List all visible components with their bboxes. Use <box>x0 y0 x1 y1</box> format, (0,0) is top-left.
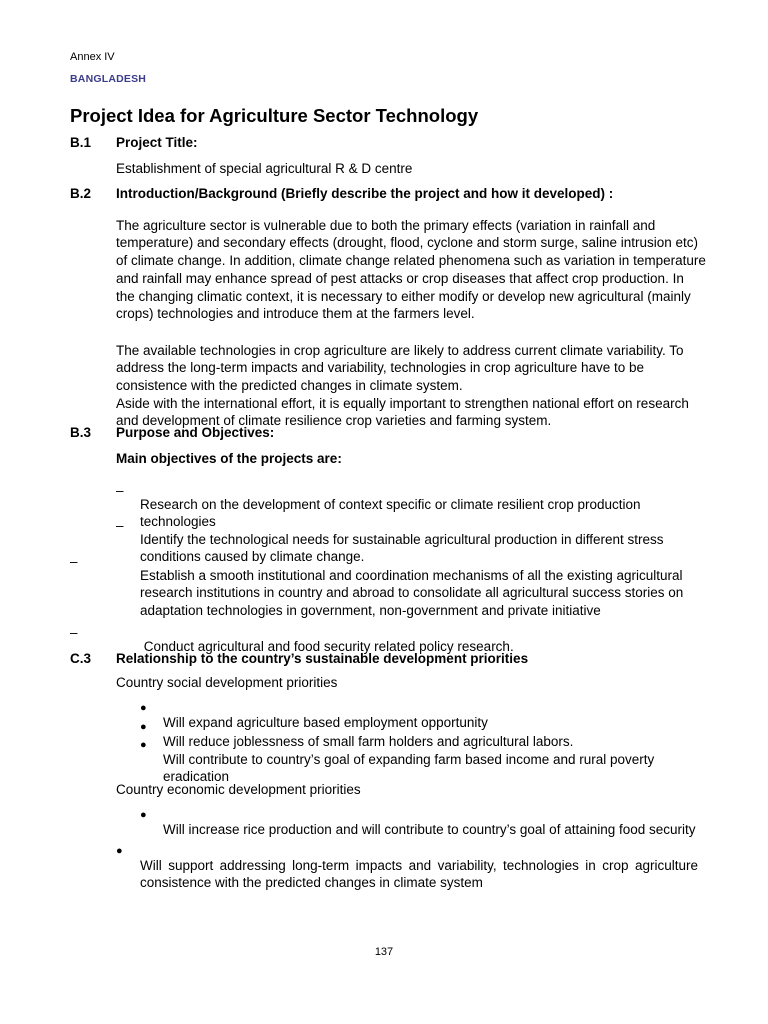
paragraph: The agriculture sector is vulnerable due to both the primary effects (variation in rainfall and temperature) and secondary effects (drought, flood, cyclone and storm surge, saline intrusion etc) of climate change. In addition, climate change related phenomena such as variation in temperature and rainfall may enhance spread of pest attacks or crop diseases that affect crop production. In the changing climatic context, it is necessary to either modify or develop new agricultural (mainly crops) technologies and introduce them at the farmers level. <box>116 217 706 322</box>
section-heading: Relationship to the country’s sustainable development priorities <box>116 651 529 666</box>
section-heading: Introduction/Background (Briefly describe the project and how it developed) : <box>116 186 614 201</box>
paragraph: Aside with the international effort, it is equally important to strengthen national effort on research and development of climate resilience crop varieties and farming system. <box>116 395 689 429</box>
dash-marker: – <box>116 483 124 498</box>
section-heading: Project Title: <box>116 135 198 150</box>
bullet-marker: ● <box>116 845 123 857</box>
bullet-text: Will increase rice production and will contribute to country’s goal of attaining food security <box>163 821 696 837</box>
list-item-text: Conduct agricultural and food security related policy research. <box>140 638 514 654</box>
page-title: Project Idea for Agriculture Sector Technology <box>70 105 479 126</box>
economic-priorities-label: Country economic development priorities <box>116 782 361 797</box>
section-subheading: Main objectives of the projects are: <box>116 451 342 466</box>
bullet-marker: ● <box>140 739 147 751</box>
bullet-marker: ● <box>140 702 147 714</box>
list-item-text: Identify the technological needs for sustainable agricultural production in different stress conditions caused by climate change. <box>140 531 664 565</box>
dash-marker: – <box>70 625 78 640</box>
project-title-text: Establishment of special agricultural R & D centre <box>116 161 413 176</box>
dash-marker: – <box>70 554 78 569</box>
list-item-text: Research on the development of context specific or climate resilient crop production technologies <box>140 496 641 530</box>
annex-label: Annex IV <box>70 51 115 63</box>
bullet-text: Will contribute to country’s goal of expanding farm based income and rural poverty eradication <box>163 751 655 785</box>
section-code: B.3 <box>70 425 92 440</box>
paragraph: The available technologies in crop agriculture are likely to address current climate variability. To address the long-term impacts and variability, technologies in crop agriculture have to be consistence with the predicted changes in climate system. <box>116 342 684 394</box>
bullet-text: Will expand agriculture based employment opportunity <box>163 714 488 730</box>
bullet-text: Will support addressing long-term impacts and variability, technologies in crop agriculture consistence with the predicted changes in climate system <box>140 857 698 891</box>
bullet-marker: ● <box>140 721 147 733</box>
dash-marker: – <box>116 518 124 533</box>
country-label: BANGLADESH <box>70 73 147 85</box>
bullet-text: Will reduce joblessness of small farm holders and agricultural labors. <box>163 733 574 749</box>
bullet-marker: ● <box>140 809 147 821</box>
social-priorities-label: Country social development priorities <box>116 675 338 690</box>
list-item-text: Establish a smooth institutional and coordination mechanisms of all the existing agricultural research institutions in country and abroad to consolidate all agricultural success stories on adaptation technologies in government, non-government and private initiative <box>140 567 684 619</box>
section-code: C.3 <box>70 651 92 666</box>
section-heading: Purpose and Objectives: <box>116 425 275 440</box>
page-number: 137 <box>374 946 394 958</box>
section-code: B.2 <box>70 186 92 201</box>
section-code: B.1 <box>70 135 92 150</box>
